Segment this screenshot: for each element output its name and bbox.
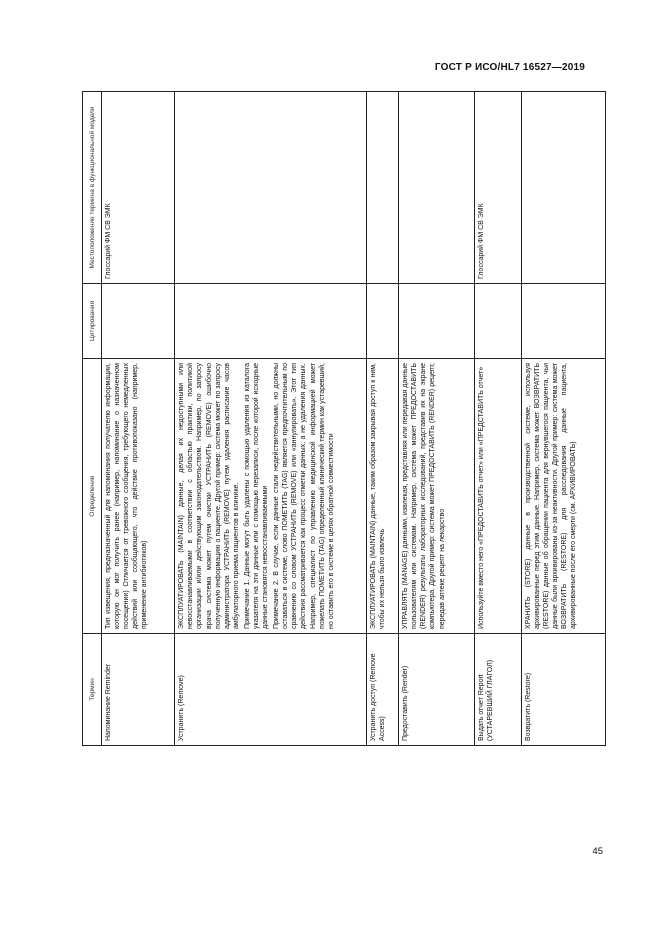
column-header-definition: Определение	[83, 359, 102, 634]
page-number: 45	[592, 846, 603, 857]
definition-paragraph: ЭКСПЛУАТИРОВАТЬ (MAINTAIN) данные, таким образом закрывая доступ к ним, чтобы их нельзя было извлечь	[369, 363, 386, 629]
definition-cell	[175, 359, 367, 634]
definition-cell	[521, 359, 605, 634]
term-cell: Возвратить (Restore)	[521, 634, 605, 746]
citation-cell	[399, 284, 474, 359]
definition-cell	[366, 359, 398, 634]
column-header-location: Местоположение термина в функциональной модели	[83, 92, 102, 284]
citation-cell	[366, 284, 398, 359]
definition-paragraph: Тип извещения, предназначенный для напоминания получателю информации, которую он мог получить ранее (например, напоминание о назначенном посещении) Отличается от тревожного сообщения, требующего немедленных действий или сообщающего, что действие противопоказано (например, применение антибиотиков)	[105, 363, 149, 629]
location-cell: Глоссарий ФМ СВ ЭМК	[474, 92, 521, 284]
column-header-citation: Цитирования	[83, 284, 102, 359]
rotated-table-container	[82, 92, 606, 746]
table-header-row	[83, 92, 102, 746]
table-body	[102, 92, 606, 746]
term-cell: Предоставить (Render)	[399, 634, 474, 746]
definition-paragraph: УПРАВЛЯТЬ (MANAGE) данными, извлекая, представляя или передавая данные пользователям или системам. Например, система может ПРЕДОСТАВИТЬ (RENDER) результаты лабораторных исследований, представив их на экране компьютера. Другой пример: система может ПРЕДОСТАВИТЬ (RENDER) рецепт, передав аптеке рецепт на лекарство	[402, 363, 446, 629]
table-row	[175, 92, 367, 746]
definition-paragraph: ЭКСПЛУАТИРОВАТЬ (MAINTAIN) данные, делая их недоступными или невосстанавливаемыми в соответствии с областью практики, политикой организации и/или действующим законодательством. Например, по запросу врача система может путем очистки УСТРАНИТЬ (REMOVE) ошибочно полученную информацию о пациенте. Другой пример: система может по запросу администратора УСТРАНИТЬ (REMOVE) путем удаления расписание часов амбулаторного приема пациентов в клинике.	[178, 363, 240, 629]
term-cell: Выдать отчет Report (УСТАРЕВШИЙ ГЛАГОЛ)	[474, 634, 521, 746]
definition-cell	[102, 359, 175, 634]
term-cell: Устранить доступ (Remove Access)	[366, 634, 398, 746]
definition-cell	[399, 359, 474, 634]
table-row	[366, 92, 398, 746]
table-row	[399, 92, 474, 746]
citation-cell	[474, 284, 521, 359]
term-cell: Устранить (Remove)	[175, 634, 367, 746]
citation-cell	[102, 284, 175, 359]
definition-paragraph: Используйте вместо него «ПРЕДОСТАВИТЬ отчет» или «ПРЕДСТАВИТЬ отчет»	[477, 366, 485, 629]
column-header-term: Термин	[83, 634, 102, 746]
table-row	[521, 92, 605, 746]
citation-cell	[521, 284, 605, 359]
term-cell: Напоминание Reminder	[102, 634, 175, 746]
definition-paragraph: Примечание 2. В случае, если данные стали недействительными, но должны оставаться в системе, слово ПОМЕТИТЬ (TAG) является предпочтительным по сравнению со словом УСТРАНИТЬ (REMOVE) или «аннулировать». Этот тип действия рассматривается как процесс отметки данных, а не удаления данных. Например, специалист по управлению медицинской информацией может пожелать ПОМЕТИТЬ (TAG) определенный клинический термин как устаревший, но оставить его в системе в целях обратной совместимости	[273, 363, 335, 629]
location-cell	[366, 92, 398, 284]
table-row	[474, 92, 521, 746]
table-row	[102, 92, 175, 746]
definition-paragraph: Примечание 1. Данные могут быть удалены с помощью удаления из каталога указателя на эти данные или с помощью перезаписи, после которой исходные данные становятся невосстанавливаемыми	[243, 363, 270, 629]
location-cell	[175, 92, 367, 284]
glossary-table	[82, 91, 606, 746]
location-cell	[399, 92, 474, 284]
location-cell: Глоссарий ФМ СВ ЭМК	[102, 92, 175, 284]
citation-cell	[175, 284, 367, 359]
definition-paragraph: ХРАНИТЬ (STORE) данные в производственной системе, используя архивированные перед этим данные. Например, система может ВОЗВРАТИТЬ (RESTORE) данные об обращении пациента для вернувшегося пациента, чьи данные были архивированы из-за неактивности. Другой пример: система может ВОЗВРАТИТЬ (RESTORE) для расследования данные пациента, архивированные после его смерти (см. АРХИВИРОВАТЬ)	[524, 363, 578, 629]
document-code: ГОСТ Р ИСО/HL7 16527—2019	[434, 62, 585, 73]
definition-cell	[474, 359, 521, 634]
location-cell	[521, 92, 605, 284]
